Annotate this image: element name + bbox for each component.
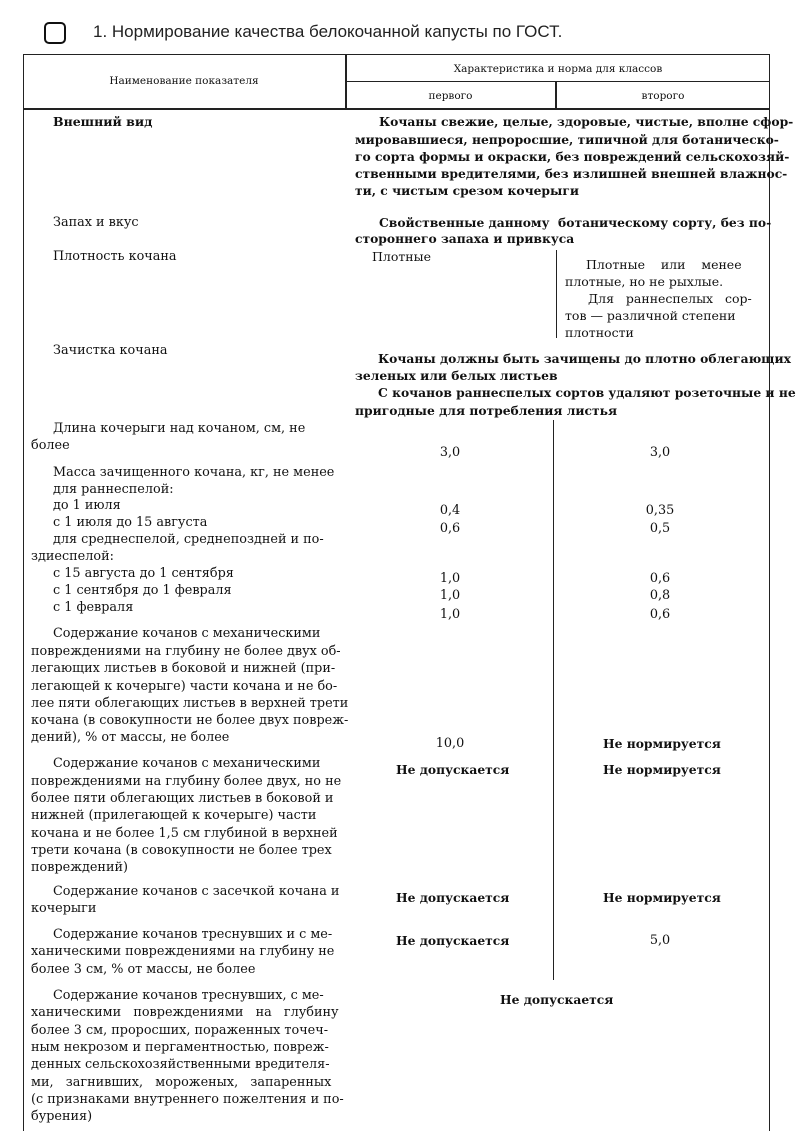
row-value-first: Не допускается (396, 890, 510, 905)
row-value-second: Не нормируется (603, 736, 721, 751)
row-value-both: стороннего запаха и привкуса (355, 231, 575, 246)
row-name-line: повреждениями на глубину не более двух об- (31, 644, 341, 659)
row-value-second: 3,0 (649, 445, 671, 460)
header-first-class: первого (428, 90, 473, 102)
row-name-line: (с признаками внутреннего пожелтения и по- (31, 1092, 344, 1107)
row-name-line: повреждений) (31, 860, 129, 875)
row-name-line: с 1 июля до 15 августа (53, 515, 208, 530)
row-name-line: ми, загнивших, мороженых, запаренных (31, 1075, 332, 1090)
row-value-second: плотные, но не рыхлые. (565, 274, 724, 289)
row-value-second: 0,5 (649, 521, 671, 536)
row-name-line: Плотность кочана (53, 249, 177, 264)
row-name-line: для раннеспелой: (53, 482, 174, 497)
row-name-line: для среднеспелой, среднепоздней и по- (53, 532, 324, 547)
row-name-line: до 1 июля (53, 498, 121, 513)
row-value-first: Не допускается (396, 762, 510, 777)
body-col-divider-b (553, 420, 554, 980)
row-name-line: дений), % от массы, не более (31, 730, 230, 745)
row-name-line: Содержание кочанов с механическими (53, 626, 321, 641)
row-value-first: 3,0 (439, 445, 461, 460)
row-value-first: 10,0 (435, 736, 465, 751)
row-value-first: 1,0 (439, 588, 461, 603)
row-name-line: здиеспелой: (31, 549, 114, 564)
row-value-both: С кочанов раннеспелых сортов удаляют розеточные и не (378, 385, 796, 400)
row-value-second: тов — различной степени (565, 308, 736, 323)
row-name-line: Содержание кочанов с механическими (53, 756, 321, 771)
row-value-first: Плотные (372, 249, 431, 264)
row-name-line: легающей к кочерыге) части кочана и не бо- (31, 679, 338, 694)
row-name-line: более пяти облегающих листьев в боковой и (31, 791, 334, 806)
row-value-first: Не допускается (396, 933, 510, 948)
row-name-line: Длина кочерыги над кочаном, см, не (53, 421, 306, 436)
row-name-line: лее пяти облегающих листьев в верхней трети (31, 696, 349, 711)
row-value-both: го сорта формы и окраски, без повреждений сельскохозяй- (355, 149, 790, 164)
row-value-second: Не нормируется (603, 890, 721, 905)
header-characteristic: Характеристика и норма для классов (453, 63, 663, 75)
row-name-line: ным некрозом и пергаментностью, повреж- (31, 1040, 329, 1055)
row-name-line: Масса зачищенного кочана, кг, не менее (53, 465, 335, 480)
row-name-line: повреждениями на глубину более двух, но не (31, 774, 342, 789)
row-value-second: 0,35 (645, 503, 675, 518)
row-name-line: бурения) (31, 1109, 93, 1124)
row-name-line: ханическими повреждениями на глубину не (31, 944, 335, 959)
row-name-line: нижней (прилегающей к кочерыге) части (31, 808, 317, 823)
row-value-second: 0,8 (649, 588, 671, 603)
row-name-line: кочерыги (31, 901, 97, 916)
row-value-both: Кочаны должны быть зачищены до плотно облегающих (378, 351, 791, 366)
row-name-line: Содержание кочанов с засечкой кочана и (53, 884, 340, 899)
row-value-first: 1,0 (439, 571, 461, 586)
row-name-line: денных сельскохозяйственными вредителя- (31, 1057, 330, 1072)
row-value-second: 5,0 (649, 933, 671, 948)
body-col-divider-a (556, 250, 557, 338)
row-value-both: Кочаны свежие, целые, здоровые, чистые, вполне сфор- (379, 114, 794, 129)
row-name-line: более (31, 438, 70, 453)
row-value-both: ственными вредителями, без излишней внешней влажнос- (355, 166, 788, 181)
row-value-first: 0,6 (439, 521, 461, 536)
task-checkbox[interactable] (44, 19, 66, 47)
row-name-line: ханическими повреждениями на глубину (31, 1005, 339, 1020)
row-name-line: более 3 см, проросших, пораженных точеч- (31, 1023, 329, 1038)
row-value-both: Не допускается (500, 992, 614, 1007)
row-value-first: 1,0 (439, 607, 461, 622)
row-value-second: 0,6 (649, 571, 671, 586)
row-name-line: Зачистка кочана (53, 343, 168, 358)
row-value-second: 0,6 (649, 607, 671, 622)
header-divider-bottom (23, 108, 770, 110)
header-divider-mid (346, 81, 770, 82)
row-value-second: Плотные или менее (586, 257, 742, 272)
row-value-both: ти, с чистым срезом кочерыги (355, 183, 579, 198)
header-indicator: Наименование показателя (109, 75, 259, 87)
row-value-second: Не нормируется (603, 762, 721, 777)
row-name-line: с 15 августа до 1 сентября (53, 566, 234, 581)
row-name-line: Запах и вкус (53, 215, 139, 230)
row-name-line: Содержание кочанов треснувших, с ме- (53, 988, 324, 1003)
row-name-line: более 3 см, % от массы, не более (31, 962, 256, 977)
row-name-line: трети кочана (в совокупности не более трех (31, 843, 332, 858)
row-name-line: Внешний вид (53, 114, 153, 129)
row-name-line: Содержание кочанов треснувших и с ме- (53, 927, 333, 942)
row-name-line: кочана и не более 1,5 см глубиной в верхней (31, 826, 338, 841)
row-value-both: пригодные для потребления листья (355, 403, 618, 418)
row-name-line: с 1 февраля (53, 600, 134, 615)
row-value-second: плотности (565, 325, 634, 340)
header-second-class: второго (641, 90, 685, 102)
row-value-first: 0,4 (439, 503, 461, 518)
row-value-second: Для раннеспелых сор- (588, 291, 752, 306)
row-value-both: Свойственные данному ботаническому сорту, без по- (379, 215, 772, 230)
row-name-line: легающих листьев в боковой и нижней (при- (31, 661, 336, 676)
task-title: 1. Нормирование качества белокочанной капусты по ГОСТ. (93, 22, 563, 41)
row-value-both: зеленых или белых листьев (355, 368, 558, 383)
row-value-both: мировавшиеся, непроросшие, типичной для ботаническо- (355, 132, 779, 147)
row-name-line: кочана (в совокупности не более двух повреж- (31, 713, 349, 728)
row-name-line: с 1 сентября до 1 февраля (53, 583, 232, 598)
